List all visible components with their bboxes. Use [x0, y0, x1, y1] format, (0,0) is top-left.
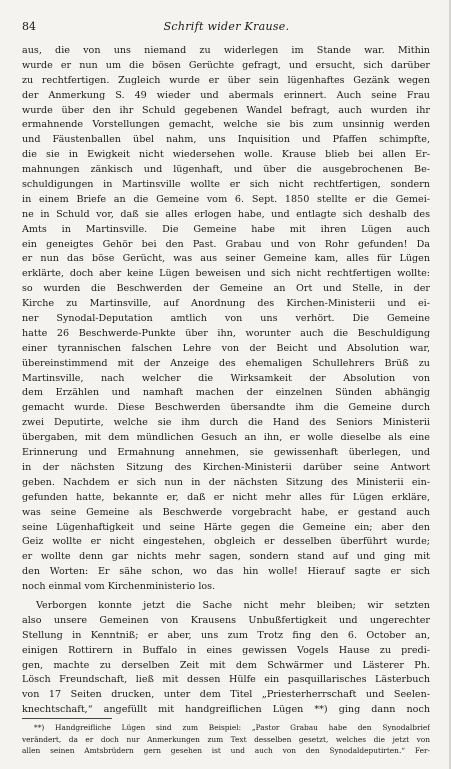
text-line: in einem Briefe an die Gemeine vom 6. Sept. 1850 stellte er die Gemei-	[22, 193, 430, 205]
text-line: so wurden die Beschwerden der Gemeine an Ort und Stelle, in der	[22, 283, 430, 295]
page-header	[22, 20, 431, 36]
text-line: einer tyrannischen falschen Lehre von der Beicht und Absolution war,	[22, 342, 430, 354]
body-text	[22, 44, 430, 718]
text-line: zu rechtfertigen. Zugleich wurde er über sein lügenhaftes Gezänk wegen	[22, 74, 430, 86]
text-line: Erinnerung und Ermahnung annehmen, sie gewissenhaft überlegen, und	[22, 447, 430, 459]
footnote	[22, 722, 430, 757]
text-line: schuldigungen in Martinsville wollte er sich nicht rechtfertigen, sondern	[22, 179, 430, 191]
text-line: übereinstimmend mit der Anzeige des ehemaligen Schullehrers Brüß zu	[22, 357, 430, 369]
paragraph-end-line: noch einmal vom Kirchenministerio los.	[22, 581, 216, 593]
text-line: und Fäustenballen übel nahm, uns Inquisition und Pfaffen schimpfte,	[22, 134, 430, 146]
text-line: den Worten: Er sähe schon, wo das hin wolle! Hierauf sagte er sich	[22, 566, 430, 578]
text-line: seine Lügenhaftigkeit und seine Härte gegen die Gemeine ein; aber den	[22, 521, 430, 533]
text-line: die sie in Ewigkeit nicht wiedersehen wolle. Krause blieb bei allen Er-	[22, 149, 430, 161]
text-line: gemacht wurde. Diese Beschwerden übersandte ihm die Gemeine durch	[22, 402, 430, 414]
text-line: mahnungen zänkisch und lügenhaft, und über die ausgebrochenen Be-	[22, 164, 430, 176]
text-line: Stellung in Kenntniß; er aber, uns zum Trotz fing den 6. October an,	[22, 629, 430, 641]
text-line: zwei Deputirte, welche sie ihm durch die Hand des Seniors Ministerii	[22, 417, 430, 429]
text-line: der Anmerkung S. 49 wieder und abermals erinnert. Auch seine Frau	[22, 89, 430, 101]
footnote-line: **) Handgreifliche Lügen sind zum Beispiel: „Pastor Grabau habe den Synodalbrief	[34, 723, 430, 732]
text-line: knechtschaft,“ angefüllt mit handgreiflichen Lügen **) ging dann noch	[22, 704, 430, 716]
text-line: ner Synodal-Deputation amtlich von uns verhört. Die Gemeine	[22, 313, 430, 325]
text-line: Martinsville, nach welcher die Wirksamkeit der Absolution von	[22, 372, 430, 384]
text-line: was seine Gemeine als Beschwerde vorgebracht habe, er gestand auch	[22, 506, 430, 518]
text-line: dem Erzählen und namhaft machen der einzelnen Sünden abhängig	[22, 387, 430, 399]
text-line: gen, machte zu derselben Zeit mit dem Schwärmer und Lästerer Ph.	[22, 659, 430, 671]
text-line: gefunden hatte, bekannte er, daß er nicht mehr alles für Lügen erkläre,	[22, 491, 430, 503]
text-line: von 17 Seiten drucken, unter dem Titel „Priesterherrschaft und Seelen-	[22, 689, 430, 701]
text-line: wurde über den ihr Schuld gegebenen Wandel befragt, auch wurden ihr	[22, 104, 430, 116]
text-line: Kirche zu Martinsville, auf Anordnung des Kirchen-Ministerii und ei-	[22, 298, 430, 310]
footnote-line: allen seinen Amtsbrüdern gern gesehen ist und auch von den Synodaldeputirten.“ Fer-	[22, 746, 430, 755]
text-line: geben. Nachdem er sich nun in der nächsten Sitzung des Ministerii ein-	[22, 476, 430, 488]
text-line: aus, die von uns niemand zu widerlegen im Stande war. Mithin	[22, 45, 430, 56]
text-line: ein geneigtes Gehör bei den Past. Grabau und von Rohr gefunden! Da	[22, 238, 430, 250]
text-line: er nun das böse Gerücht, was aus seiner Gemeine kam, alles für Lügen	[22, 253, 430, 265]
text-line: in der nächsten Sitzung des Kirchen-Ministerii darüber seine Antwort	[22, 461, 430, 473]
text-line: also unsere Gemeinen von Krausens Unbußfertigkeit und ungerechter	[22, 614, 430, 626]
text-line: ermahnende Vorstellungen gemacht, welche sie bis zum unsinnig werden	[22, 119, 430, 131]
text-line: Amts in Martinsville. Die Gemeine habe mit ihren Lügen auch	[22, 223, 430, 235]
text-line: einigen Rottirern in Buffalo in eines gewissen Vogels Hause zu predi-	[22, 644, 430, 656]
text-line: übergaben, mit dem mündlichen Gesuch an ihn, er wolle dieselbe als eine	[22, 432, 430, 444]
text-line: erklärte, doch aber keine Lügen beweisen und sich nicht rechtfertigen wollte:	[22, 268, 430, 280]
paragraph-start-line: Verborgen konnte jetzt die Sache nicht mehr bleiben; wir setzten	[36, 599, 430, 611]
text-line: Lösch Freundschaft, ließ mit dessen Hülfe ein pasquillarisches Lästerbuch	[22, 674, 430, 686]
text-line: hatte 26 Beschwerde-Punkte über ihn, worunter auch die Beschuldigung	[22, 327, 430, 339]
footnote-line: verändert, da er doch nur Anmerkungen zum Text desselben gesetzt, welches die jetzt von	[22, 734, 430, 744]
running-head: Schrift wider Krause.	[163, 20, 290, 33]
text-line: Geiz wollte er nicht eingestehen, obgleich er desselben überführt wurde;	[22, 536, 430, 548]
footnote-divider	[22, 718, 112, 719]
text-line: ne in Schuld vor, daß sie alles erlogen habe, und entlagte sich deshalb des	[22, 208, 430, 220]
text-line: er wollte denn gar nichts mehr sagen, sondern stand auf und ging mit	[22, 551, 430, 563]
page-number: 84	[22, 20, 36, 33]
text-line: wurde er nun um die bösen Gerüchte gefragt, und ersucht, sich darüber	[22, 59, 430, 71]
